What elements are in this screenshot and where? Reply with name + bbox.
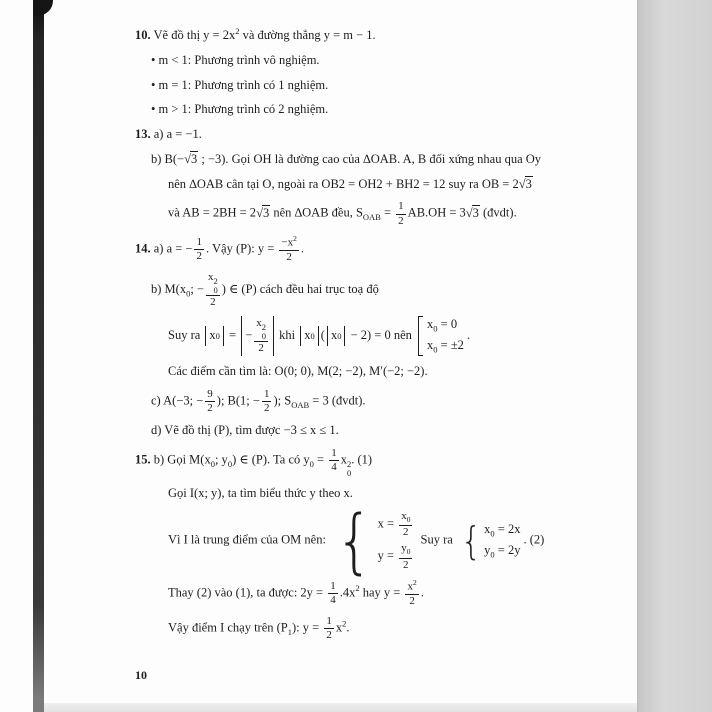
subscript: 0 — [310, 330, 315, 341]
subscript: 0 — [337, 330, 342, 341]
text-segment: b) B(− — [151, 151, 185, 166]
text-segment: 2 — [286, 250, 292, 263]
fraction — [324, 615, 334, 642]
text-segment: Vì I là trung điểm của OM nên: — [168, 532, 330, 547]
text-segment: = 2x — [494, 521, 521, 536]
text-segment: x — [209, 328, 216, 343]
text-segment: . (1) — [351, 452, 373, 467]
cases-row — [484, 521, 520, 540]
text-segment: Thay (2) vào (1), ta được: 2y = — [168, 585, 327, 600]
text-line — [135, 235, 635, 264]
radicand: 3 — [262, 205, 270, 220]
radical-sign: √ — [184, 151, 191, 166]
sqrt-expression — [466, 206, 480, 220]
text-line — [135, 615, 635, 642]
superscript: 2 — [293, 233, 297, 243]
text-segment: ( — [320, 327, 325, 342]
subscript: 0 — [433, 344, 438, 355]
subscript: 0 — [346, 468, 352, 479]
subscript: 0 — [490, 549, 495, 560]
page-number: 10 — [135, 668, 147, 682]
fraction — [205, 388, 215, 415]
fraction — [405, 579, 418, 608]
text-segment: a) a = − — [150, 241, 193, 256]
fraction-numerator — [399, 510, 412, 526]
fraction-numerator — [205, 388, 215, 402]
text-line — [135, 422, 635, 440]
text-segment: 4 — [330, 593, 336, 606]
fraction-numerator — [399, 542, 412, 558]
text-segment: Vậy điểm I chạy trên (P — [168, 620, 288, 635]
superscript: 2 — [261, 321, 267, 332]
bold-text-segment: 15. — [135, 452, 151, 467]
subscript: 0 — [490, 528, 495, 539]
text-line — [135, 126, 635, 144]
text-segment: 9 — [207, 387, 213, 400]
text-column — [135, 25, 635, 649]
text-segment: . Vậy (P): y = — [205, 241, 278, 256]
fraction-denominator — [262, 402, 272, 415]
curly-brace: { — [335, 499, 374, 582]
bold-text-segment: 14. — [135, 241, 151, 256]
text-segment: b) Gọi M(x — [150, 452, 211, 467]
cases-row — [427, 316, 457, 335]
fraction-numerator — [206, 271, 220, 296]
superscript: 2 — [346, 459, 352, 470]
text-line — [135, 176, 635, 194]
fraction — [399, 542, 412, 571]
text-segment: 1 — [263, 387, 270, 400]
fraction-numerator — [405, 579, 418, 595]
text-line — [135, 52, 635, 70]
text-segment: ; y — [214, 452, 228, 467]
text-segment: . — [346, 620, 350, 635]
text-segment: a) a = −1. — [150, 127, 202, 142]
curly-brace: { — [460, 518, 482, 563]
text-segment: = ±2 — [437, 338, 464, 353]
fraction-denominator — [194, 250, 204, 263]
sqrt-expression — [519, 177, 533, 191]
text-segment: x — [427, 338, 434, 353]
text-line — [135, 25, 635, 45]
text-segment: x — [401, 510, 407, 522]
radical-sign: √ — [518, 176, 526, 191]
absolute-value — [241, 316, 274, 356]
fraction — [328, 580, 338, 607]
fraction-denominator — [328, 594, 338, 607]
absolute-value — [205, 326, 224, 346]
text-segment: AB.OH = 3 — [407, 205, 466, 220]
text-segment: Suy ra — [168, 327, 204, 342]
sub-sup — [213, 277, 217, 295]
text-segment: . — [466, 327, 471, 342]
fraction-numerator — [324, 615, 334, 629]
text-segment: Suy ra — [417, 532, 456, 547]
page-right-edge — [637, 0, 712, 712]
text-segment: 2 — [258, 341, 264, 354]
cases-rows — [378, 510, 415, 572]
superscript: 2 — [213, 275, 218, 286]
text-segment: . (2) — [523, 532, 545, 547]
text-line — [135, 447, 635, 478]
fraction — [262, 388, 272, 415]
text-segment: b) M(x — [151, 281, 187, 296]
cases-rows — [484, 521, 520, 561]
text-segment: 1 — [398, 200, 404, 213]
text-segment: y — [484, 543, 491, 558]
text-segment: = — [380, 205, 395, 220]
book-spine-shadow — [33, 0, 44, 712]
text-segment: ; − — [190, 281, 204, 296]
text-segment: 2 — [207, 401, 213, 414]
text-segment: • m < 1: Phương trình vô nghiệm. — [151, 52, 320, 67]
subscript: 0 — [406, 547, 411, 557]
cases-row — [484, 542, 520, 561]
text-segment: = 3 (đvdt). — [309, 393, 366, 408]
text-segment: x — [304, 328, 311, 343]
text-segment: = — [313, 452, 328, 467]
text-line — [135, 101, 635, 119]
text-line — [135, 77, 635, 95]
text-segment: −x — [281, 236, 294, 249]
superscript: 2 — [412, 577, 417, 587]
text-segment: x = — [377, 516, 398, 531]
fraction-numerator — [262, 388, 272, 402]
text-segment: Gọi I(x; y), ta tìm biểu thức y theo x. — [168, 486, 353, 501]
sqrt-expression — [184, 152, 198, 166]
square-bracket — [418, 316, 423, 356]
text-line — [135, 151, 635, 169]
text-segment: x — [256, 316, 262, 329]
cases-group — [459, 518, 521, 563]
absolute-value — [300, 326, 319, 346]
text-segment: 4 — [331, 461, 337, 474]
subscript: 0 — [261, 330, 267, 341]
subscript: 0 — [406, 515, 411, 525]
text-segment: nên ∆OAB đều, S — [270, 205, 363, 220]
fraction-denominator — [401, 526, 411, 539]
fraction-numerator — [396, 200, 406, 214]
fraction-numerator — [329, 447, 339, 461]
text-segment: − 2) = 0 nên — [347, 327, 416, 342]
text-segment: 1 — [326, 614, 332, 627]
text-segment: x — [330, 328, 338, 343]
fraction — [329, 447, 339, 474]
text-segment: (đvdt). — [479, 205, 517, 220]
superscript: 2 — [342, 618, 347, 629]
text-line — [135, 271, 635, 309]
fraction-numerator — [194, 236, 204, 250]
text-segment: nên ∆OAB cân tại O, ngoài ra OB2 = OH2 + BH2 = 12 suy ra OB = 2 — [168, 176, 519, 191]
text-segment: x — [335, 620, 343, 635]
cases-group — [418, 316, 464, 356]
subscript: 0 — [433, 323, 438, 334]
fraction-denominator — [329, 461, 339, 474]
text-segment: 2 — [210, 295, 216, 308]
fraction-denominator — [401, 559, 411, 572]
text-segment: 2 — [398, 214, 404, 227]
subscript: 0 — [210, 458, 215, 469]
text-segment: 2 — [196, 249, 202, 262]
text-segment: và AB = 2BH = 2 — [168, 205, 257, 220]
fraction-denominator — [324, 629, 334, 642]
subscript: OAB — [291, 399, 310, 410]
fraction — [399, 510, 412, 539]
text-segment: 2 — [263, 401, 270, 414]
text-segment: ) ∈ (P) cách đều hai trục toạ độ — [221, 281, 379, 296]
text-segment: . — [420, 585, 424, 600]
superscript: 2 — [235, 26, 240, 36]
text-segment: 2 — [403, 558, 409, 571]
text-segment: Vẽ đồ thị y = 2x — [150, 28, 236, 43]
fraction — [206, 271, 220, 309]
cases-group — [332, 499, 414, 582]
text-segment: c) A(−3; − — [151, 393, 204, 408]
text-segment: • m > 1: Phương trình có 2 nghiệm. — [151, 102, 329, 117]
subscript: OAB — [362, 212, 381, 223]
bold-text-segment: 10. — [135, 28, 151, 43]
text-segment: hay y = — [359, 585, 404, 600]
cases-row — [427, 337, 464, 356]
text-segment: . — [300, 241, 304, 256]
text-segment: 1 — [196, 235, 202, 248]
book-spine-corner — [33, 0, 53, 16]
fraction — [194, 236, 204, 263]
subscript: 1 — [287, 626, 293, 637]
text-line — [135, 363, 635, 381]
absolute-value — [327, 326, 346, 346]
text-segment: y — [401, 542, 407, 555]
subscript: 0 — [309, 458, 314, 469]
text-segment: = 0 — [437, 316, 458, 331]
text-segment: ): y = — [292, 620, 323, 635]
subscript: 0 — [227, 458, 233, 469]
text-segment: x — [427, 316, 434, 331]
text-segment: .4x — [339, 585, 356, 600]
text-line — [135, 316, 635, 356]
text-line — [135, 579, 635, 608]
radical-sign: √ — [256, 205, 263, 220]
sub-sup — [262, 323, 266, 341]
text-segment: ); B(1; − — [216, 393, 260, 408]
text-segment: 2 — [326, 628, 332, 641]
text-segment: khi — [276, 327, 299, 342]
fraction — [254, 317, 268, 355]
fraction-denominator — [407, 595, 417, 608]
text-segment: ) ∈ (P). Ta có y — [232, 452, 310, 467]
radicand: 3 — [190, 151, 198, 166]
bold-text-segment: 13. — [135, 127, 151, 142]
text-segment: 2 — [409, 594, 415, 607]
fraction-denominator — [396, 215, 406, 228]
text-line — [135, 485, 635, 503]
text-segment: x — [484, 521, 491, 536]
text-line — [135, 388, 635, 415]
cases-row — [378, 510, 415, 539]
text-segment: ; −3). Gọi OH là đường cao của ∆OAB. A, B đối xứng nhau qua Oy — [198, 151, 542, 166]
cases-rows — [427, 316, 464, 356]
text-segment: d) Vẽ đồ thị (P), tìm được −3 ≤ x ≤ 1. — [151, 423, 339, 438]
subscript: 0 — [215, 330, 220, 341]
fraction — [279, 235, 298, 264]
text-segment: − — [245, 328, 253, 343]
text-segment: 1 — [331, 446, 337, 459]
radicand: 3 — [525, 176, 532, 191]
text-segment: y = — [377, 548, 398, 563]
fraction-denominator — [208, 296, 218, 309]
fraction-numerator — [279, 235, 298, 251]
text-segment: ); S — [273, 393, 292, 408]
radicand: 3 — [472, 205, 479, 220]
fraction-denominator — [256, 342, 266, 355]
sqrt-expression — [256, 206, 270, 220]
text-segment: Các điểm cần tìm là: O(0; 0), M(2; −2), M′(−2; −2). — [168, 363, 428, 378]
fraction-numerator — [254, 317, 268, 342]
text-segment: x — [407, 580, 413, 593]
superscript: 2 — [355, 582, 360, 593]
radical-sign: √ — [465, 205, 473, 220]
text-line — [135, 200, 635, 227]
text-segment: và đường thẳng y = m − 1. — [239, 28, 376, 43]
text-segment: x — [340, 452, 347, 467]
text-line — [135, 499, 635, 582]
text-segment: = 2y — [494, 543, 521, 558]
text-segment: 1 — [330, 579, 336, 592]
cases-row — [378, 542, 415, 571]
subscript: 0 — [213, 284, 218, 295]
text-segment: = — [225, 327, 240, 342]
fraction-denominator — [205, 402, 215, 415]
subscript: 0 — [186, 288, 191, 299]
text-segment: • m = 1: Phương trình có 1 nghiệm. — [151, 77, 329, 92]
text-segment: x — [207, 270, 214, 283]
fraction-denominator — [284, 251, 294, 264]
text-segment: 2 — [403, 526, 409, 539]
page-bottom-edge — [44, 703, 637, 712]
fraction — [396, 200, 406, 227]
